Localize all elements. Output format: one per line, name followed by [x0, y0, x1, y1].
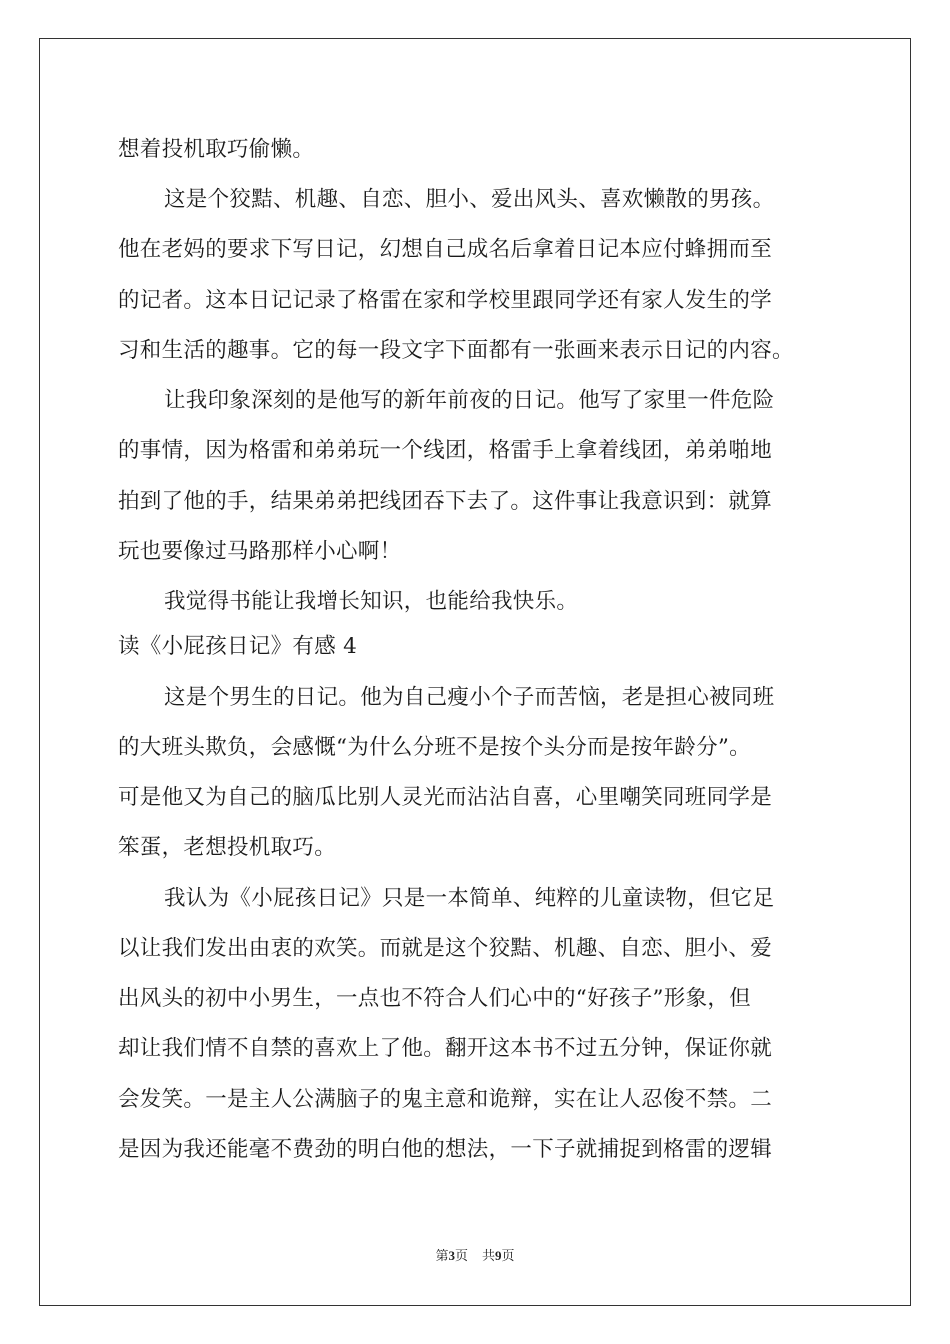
total-pages: 9: [495, 1248, 502, 1263]
text-line: 让我印象深刻的是他写的新年前夜的日记。他写了家里一件危险: [164, 388, 775, 413]
text-line: 出风头的初中小男生，一点也不符合人们心中的“好孩子”形象，但: [118, 986, 751, 1011]
text-line: 拍到了他的手，结果弟弟把线团吞下去了。这件事让我意识到：就算: [118, 489, 773, 514]
text-line: 他在老妈的要求下写日记，幻想自己成名后拿着日记本应付蜂拥而至: [118, 237, 773, 262]
page-border: [39, 38, 911, 1306]
page-prefix: 第: [435, 1248, 449, 1263]
total-prefix: 共: [482, 1248, 496, 1263]
page-suffix: 页: [454, 1248, 468, 1263]
text-line: 我觉得书能让我增长知识，也能给我快乐。: [164, 589, 579, 614]
total-suffix: 页: [501, 1248, 515, 1263]
text-line: 可是他又为自己的脑瓜比别人灵光而沾沾自喜，心里嘲笑同班同学是: [118, 785, 773, 810]
text-line: 的记者。这本日记记录了格雷在家和学校里跟同学还有家人发生的学: [118, 288, 773, 313]
text-line: 的事情，因为格雷和弟弟玩一个线团，格雷手上拿着线团，弟弟啪地: [118, 438, 773, 463]
text-line: 习和生活的趣事。它的每一段文字下面都有一张画来表示日记的内容。: [118, 338, 794, 363]
text-line: 我认为《小屁孩日记》只是一本简单、纯粹的儿童读物，但它足: [164, 886, 775, 911]
text-line: 的大班头欺负，会感慨“为什么分班不是按个头分而是按年龄分”。: [118, 735, 751, 760]
text-line: 会发笑。一是主人公满脑子的鬼主意和诡辩，实在让人忍俊不禁。二: [118, 1087, 773, 1112]
text-line: 玩也要像过马路那样小心啊！: [118, 539, 402, 564]
text-line: 这是个狡黠、机趣、自恋、胆小、爱出风头、喜欢懒散的男孩。: [164, 187, 775, 212]
text-line: 是因为我还能毫不费劲的明白他的想法，一下子就捕捉到格雷的逻辑: [118, 1137, 773, 1162]
text-line: 以让我们发出由衷的欢笑。而就是这个狡黠、机趣、自恋、胆小、爱: [118, 936, 773, 961]
page-number: 3: [448, 1248, 455, 1263]
text-line: 却让我们情不自禁的喜欢上了他。翻开这本书不过五分钟，保证你就: [118, 1036, 773, 1061]
text-line: 这是个男生的日记。他为自己瘦小个子而苦恼，老是担心被同班: [164, 685, 775, 710]
page-footer: [0, 1248, 950, 1264]
text-line: 笨蛋，老想投机取巧。: [118, 835, 337, 860]
section-heading: 读《小屁孩日记》有感 4: [118, 634, 358, 659]
text-line: 想着投机取巧偷懒。: [118, 137, 315, 162]
